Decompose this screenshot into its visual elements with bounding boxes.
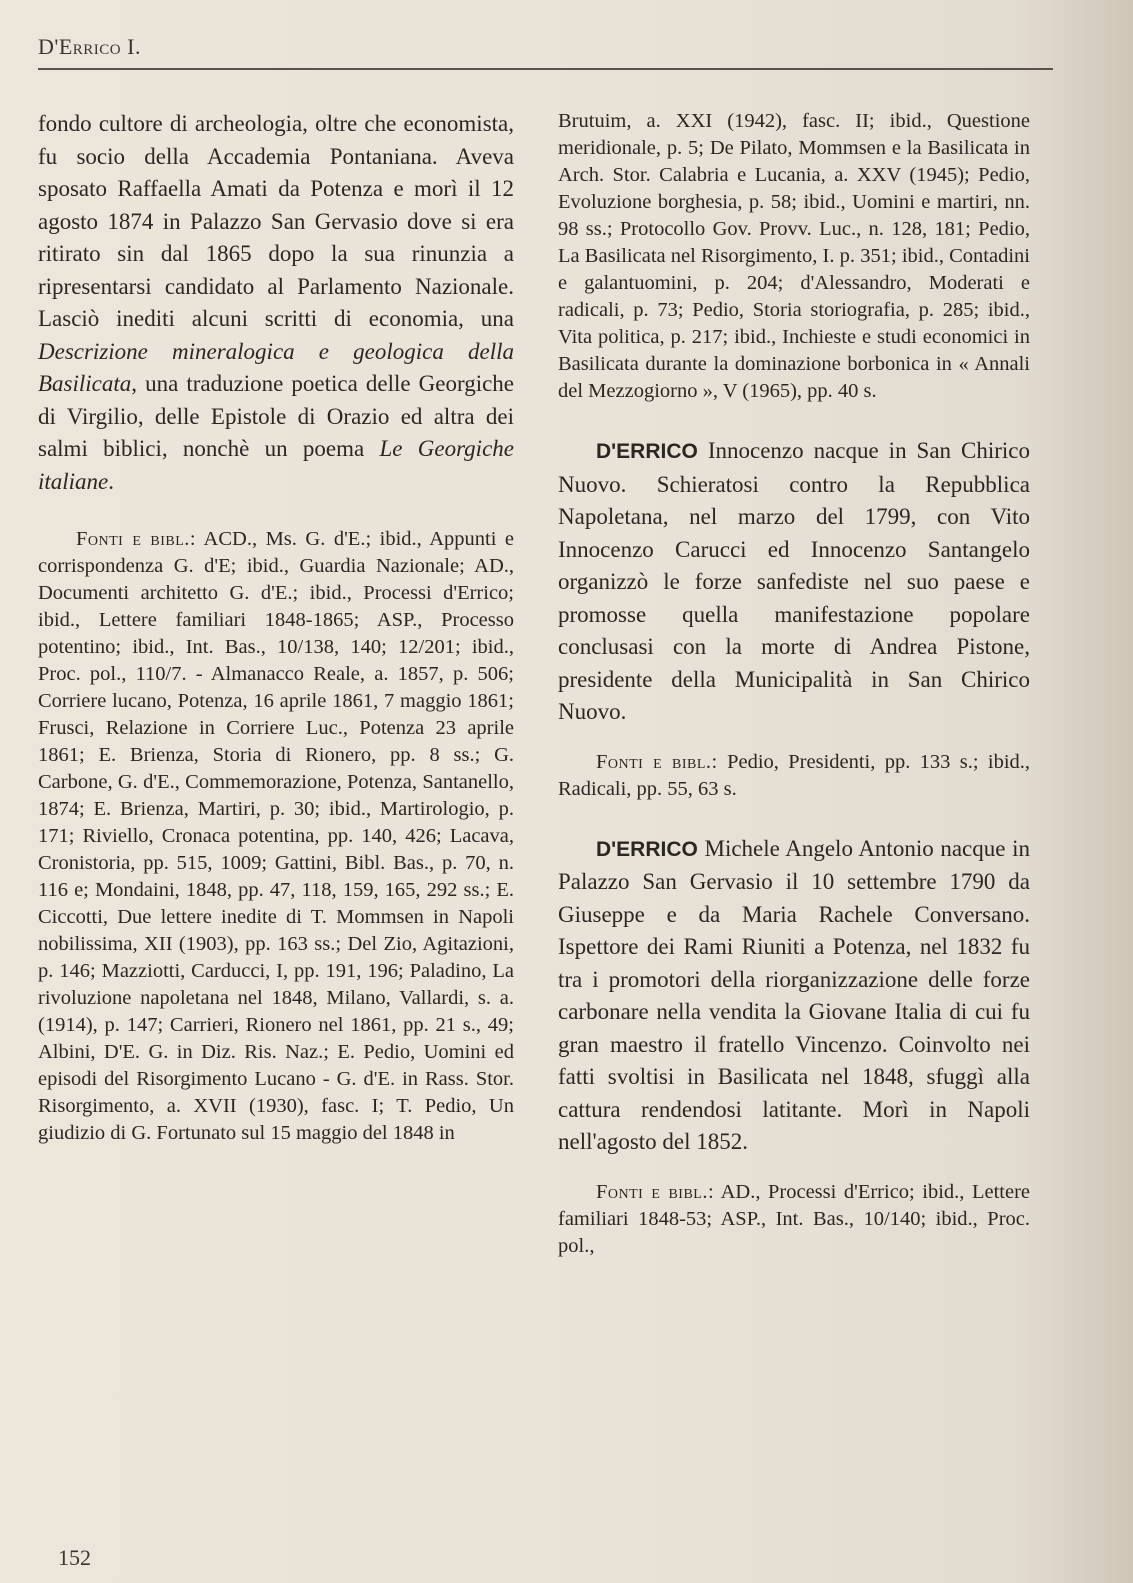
- left-body-text-end: .: [108, 468, 115, 494]
- bibliography-continuation: Brutuim, a. XXI (1942), fasc. II; ibid., Questione meridionale, p. 5; De Pilato, Mommsen e la Basilicata in Arch. Stor. Calabria e Lucania, a. XXV (1945); Pedio, Evoluzione borghesia, p. 58; ibid., Uomini e martiri, nn. 98 ss.; Protocollo Gov. Provv. Luc., n. 128, 181; Pedio, La Basilicata nel Risorgimento, I. p. 351; ibid., Contadini e galantuomini, p. 204; d'Alessandro, Moderati e radicali, p. 73; Pedio, Storia storiografia, p. 285; ibid., Vita politica, p. 217; ibid., Inchieste e studi economici in Basilicata durante la dominazione borbonica in « Annali del Mezzogiorno », V (1965), pp. 40 s.: [558, 110, 1030, 402]
- entry-michele-angelo: [558, 833, 1030, 1159]
- entry-michele-angelo-bibliography: [558, 1179, 1030, 1260]
- right-column: [558, 108, 1030, 1260]
- left-body-italic-title: Descrizione mineralogica e geologica della Basilicata: [38, 338, 514, 396]
- fonti-label: Fonti e bibl.:: [596, 1180, 715, 1203]
- entry-name: D'ERRICO: [596, 837, 698, 861]
- left-body-paragraph: [38, 108, 514, 498]
- entry-text: Innocenzo nacque in San Chirico Nuovo. Schieratosi contro la Repubblica Napoletana, nel marzo del 1799, con Vito Innocenzo Carucci ed Innocenzo Santangelo organizzò le forze sanfediste nel suo paese e promosse quella manifestazione popolare conclusasi con la morte di Andrea Pistone, presidente della Municipalità in San Chirico Nuovo.: [558, 438, 1031, 724]
- entry-innocenzo-bibliography: [558, 749, 1030, 803]
- left-bibliography: [38, 526, 514, 1147]
- fonti-text: ACD., Ms. G. d'E.; ibid., Appunti e corrispondenza G. d'E; ibid., Guardia Nazionale; AD., Documenti architetto G. d'E.; ibid., Processi d'Errico; ibid., Lettere familiari 1848-1865; ASP., Processo potentino; ibid., Int. Bas., 10/138, 140; 12/201; ibid., Proc. pol., 110/7. - Almanacco Reale, a. 1857, p. 506; Corriere lucano, Potenza, 16 aprile 1861, 7 maggio 1861; Frusci, Relazione in Corriere Luc., Potenza 23 aprile 1861; E. Brienza, Storia di Rionero, pp. 8 ss.; G. Carbone, G. d'E., Commemorazione, Potenza, Santanello, 1874; E. Brienza, Martiri, p. 30; ibid., Martirologio, p. 171; Riviello, Cronaca potentina, pp. 140, 426; Lacava, Cronistoria, pp. 515, 1009; Gattini, Bibl. Bas., p. 70, n. 116 e; Mondaini, 1848, pp. 47, 118, 159, 165, 292 ss.; E. Ciccotti, Due lettere inedite di T. Mommsen in Napoli nobilissima, XII (1903), pp. 163 ss.; Del Zio, Agitazioni, p. 146; Mazziotti, Carducci, I, pp. 191, 196; Paladino, La rivoluzione napoletana nel 1848, Milano, Vallardi, s. a. (1914), p. 147; Carrieri, Rionero nel 1861, pp. 21 s., 49; Albini, D'E. G. in Diz. Ris. Naz.; E. Pedio, Uomini ed episodi del Risorgimento Lucano - G. d'E. in Rass. Stor. Risorgimento, a. XVII (1930), fasc. I; T. Pedio, Un giudizio di G. Fortunato sul 15 maggio del 1848 in: [38, 528, 514, 1144]
- fonti-label: Fonti e bibl.:: [596, 750, 718, 773]
- left-column: [38, 108, 514, 1147]
- entry-name: D'ERRICO: [596, 440, 698, 463]
- fonti-label: Fonti e bibl.:: [76, 528, 197, 550]
- left-body-text-mid: , una traduzione poetica delle Georgiche di Virgilio, delle Epistole di Orazio ed altra dei salmi biblici, nonchè un poema: [38, 371, 514, 461]
- fonti-text: Pedio, Presidenti, pp. 133 s.; ibid., Radicali, pp. 55, 63 s.: [558, 750, 1031, 800]
- page-number: 152: [58, 1545, 91, 1570]
- entry-innocenzo: [558, 435, 1030, 729]
- header-rule: [38, 68, 1053, 70]
- left-body-text: fondo cultore di archeologia, oltre che economista, fu socio della Accademia Pontaniana. Aveva sposato Raffaella Amati da Potenza e morì il 12 agosto 1874 in Palazzo San Gervasio dove si era ritirato sin dal 1865 dopo la sua rinunzia a ripresentarsi candidato al Parlamento Nazionale. Lasciò inediti alcuni scritti di economia, una: [38, 111, 514, 331]
- running-head: D'Errico I.: [38, 34, 141, 59]
- left-body-italic-poem: Le Georgiche italiane: [38, 436, 514, 494]
- entry-text: Michele Angelo Antonio nacque in Palazzo San Gervasio il 10 settembre 1790 da Giuseppe e da Maria Rachele Conversano. Ispettore dei Rami Riuniti a Potenza, nel 1832 fu tra i promotori della riorganizzazione delle forze carbonare nella vendita la Giovane Italia di cui fu gran maestro il fratello Vincenzo. Coinvolto nei fatti svoltisi in Basilicata nel 1848, sfuggì alla cattura rendendosi latitante. Morì in Napoli nell'agosto del 1852.: [558, 835, 1031, 1154]
- fonti-text: AD., Processi d'Errico; ibid., Lettere familiari 1848-53; ASP., Int. Bas., 10/140; ibid., Proc. pol.,: [558, 1180, 1030, 1257]
